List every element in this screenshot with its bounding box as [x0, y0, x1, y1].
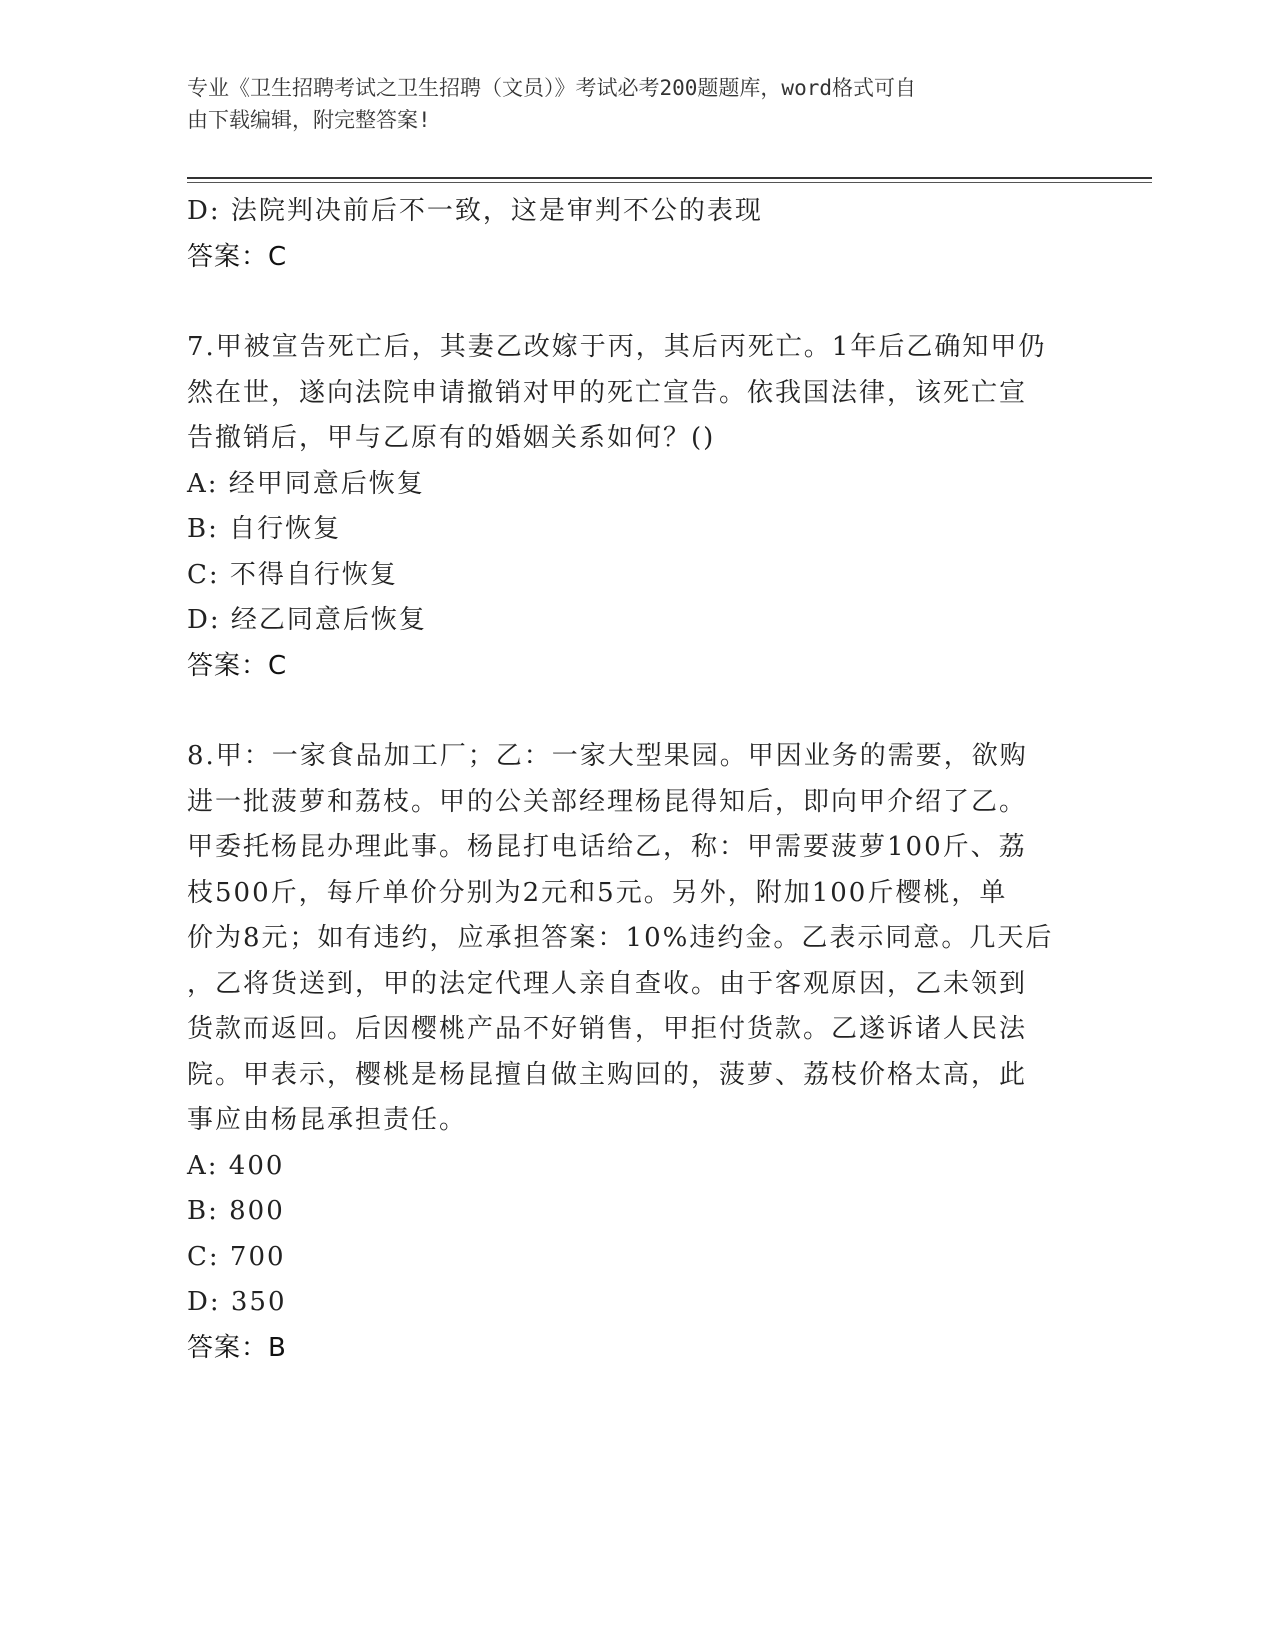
question-stem-line: 甲委托杨昆办理此事。杨昆打电话给乙，称：甲需要菠萝100斤、荔 — [187, 832, 1027, 862]
option-b: B: 800 — [187, 1196, 285, 1226]
question-stem-line: 货款而返回。后因樱桃产品不好销售，甲拒付货款。乙遂诉诸人民法 — [187, 1014, 1028, 1044]
question-8 — [187, 734, 1087, 1371]
question-stem-line: 事应由杨昆承担责任。 — [187, 1105, 468, 1135]
header-divider-thin — [187, 182, 1152, 183]
question-stem-line: 枝500斤，每斤单价分别为2元和5元。另外，附加100斤樱桃，单 — [187, 877, 1008, 908]
option-b: B: 自行恢复 — [187, 514, 342, 544]
spacer — [187, 689, 1087, 734]
document-body — [187, 189, 1087, 1371]
question-stem-line: 7.甲被宣告死亡后，其妻乙改嫁于丙，其后丙死亡。1年后乙确知甲仍 — [187, 332, 1047, 362]
question-stem-line: 价为8元；如有违约，应承担答案：10%违约金。乙表示同意。几天后 — [187, 923, 1054, 953]
question-stem-line: 院。甲表示，樱桃是杨昆擅自做主购回的，菠萝、荔枝价格太高，此 — [187, 1059, 1028, 1090]
option-d: D: 350 — [187, 1287, 287, 1317]
question-7 — [187, 325, 1087, 689]
question-stem-line: 进一批菠萝和荔枝。甲的公关部经理杨昆得知后，即向甲介绍了乙。 — [187, 786, 1028, 817]
question-stem-line: 告撤销后，甲与乙原有的婚姻关系如何？() — [187, 423, 716, 453]
answer: 答案：B — [187, 1332, 287, 1363]
answer: 答案：C — [187, 241, 288, 272]
option-a: A: 400 — [187, 1150, 285, 1181]
prev-question — [187, 189, 1087, 280]
option-c: C: 700 — [187, 1241, 286, 1272]
document-header — [187, 72, 1087, 136]
option-d: D: 法院判决前后不一致，这是审判不公的表现 — [187, 196, 763, 226]
option-a: A: 经甲同意后恢复 — [187, 468, 425, 499]
question-stem-line: 然在世，遂向法院申请撤销对甲的死亡宣告。依我国法律，该死亡宣 — [187, 377, 1028, 408]
question-stem-line: ，乙将货送到，甲的法定代理人亲自查收。由于客观原因，乙未领到 — [187, 968, 1028, 999]
header-line-2: 由下载编辑，附完整答案! — [187, 108, 431, 132]
spacer — [187, 280, 1087, 325]
question-stem-line: 8.甲：一家食品加工厂；乙：一家大型果园。甲因业务的需要，欲购 — [187, 741, 1028, 771]
option-d: D: 经乙同意后恢复 — [187, 605, 427, 635]
header-divider-thick — [187, 177, 1152, 179]
option-c: C: 不得自行恢复 — [187, 559, 398, 590]
header-line-1: 专业《卫生招聘考试之卫生招聘（文员）》考试必考200题题库，word格式可自 — [187, 76, 916, 100]
answer: 答案：C — [187, 650, 288, 681]
